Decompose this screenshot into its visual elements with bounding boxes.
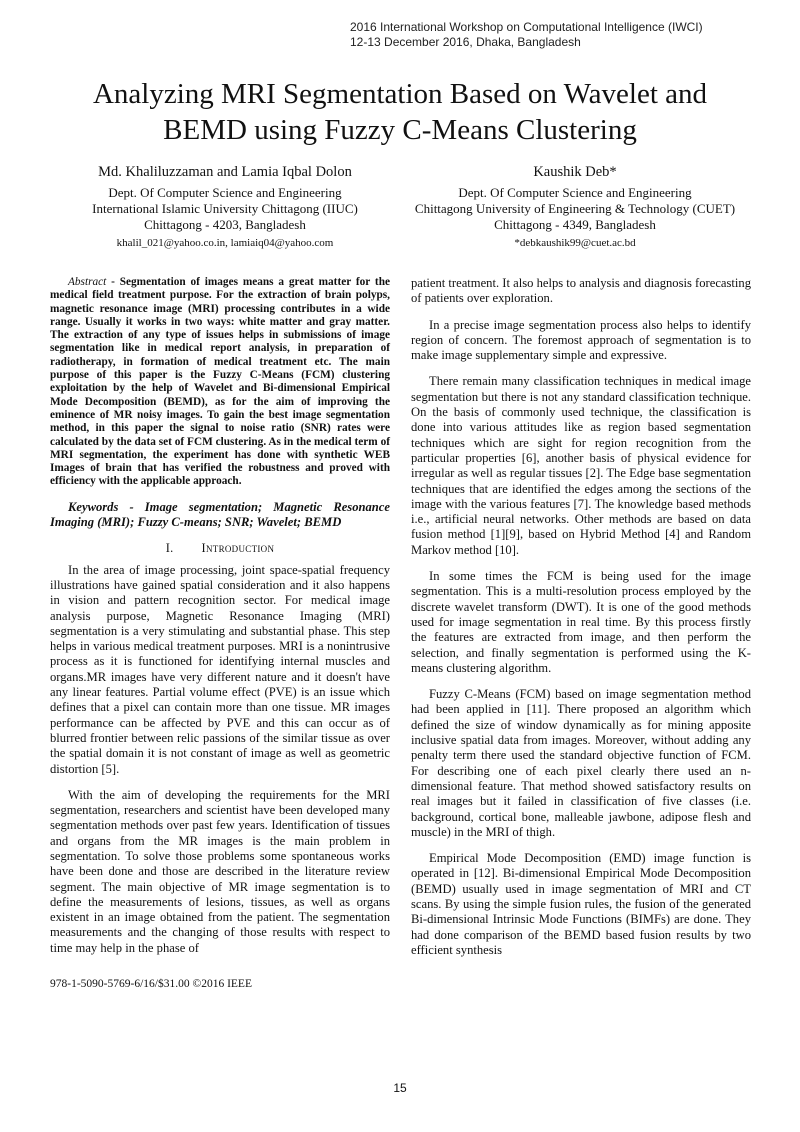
author-names: Md. Khaliluzzaman and Lamia Iqbal Dolon xyxy=(98,164,352,180)
page-number: 15 xyxy=(393,1081,407,1095)
conference-header xyxy=(350,20,703,50)
abstract-text: - Segmentation of images means a great matter for the medical field treatment purpose. For the extraction of brain polyps, magnetic resonance image (MRI) processing contributes in a wide range. Usually it works in two ways: white matter and gray matter. The extraction of any type of issues helps in submissions of image segmentation like in medical report analysis, in preparation of radiotherapy, in formation of medical treatment etc. The main purpose of this paper is the Fuzzy C-Means (FCM) clustering exploitation by the help of Wavelet and Bi-dimensional Empirical Mode Decomposition (BEMD), as for the aim of improving the eminence of MR noisy images. To gain the best image segmentation method, in this paper the signal to noise ratio (SNR) rates were calculated by the data set of FCM clustering. As in the medical term of MRI segmentation, the experiment has done with synthetic WEB Images of brain that has verified the robustness and proved with efficiency with the applicable approach. xyxy=(50,276,390,488)
author-department: Dept. Of Computer Science and Engineering xyxy=(458,185,692,200)
title-line-1: Analyzing MRI Segmentation Based on Wavelet and xyxy=(92,78,708,110)
title-line-2: BEMD using Fuzzy C-Means Clustering xyxy=(163,114,637,146)
body-paragraph: patient treatment. It also helps to analysis and diagnosis forecasting of patients over exploration. xyxy=(411,276,751,306)
body-paragraph: In some times the FCM is being used for the image segmentation. This is a multi-resolution process employed by the discrete wavelet transform (DWT). It is one of the good methods used for image segmentation in real time. By this process firstly the features are extracted from image, and then perform the selection, and finally segmentation is performed using the K-means clustering algorithm. xyxy=(411,569,751,675)
section-title: Introduction xyxy=(201,541,275,556)
body-paragraph: With the aim of developing the requirements for the MRI segmentation, researchers and scientist have been developed many segmentation methods over past few years. Identification of tissues and organs from the MR images is the main problem in segmentation. To solve those problems some spontaneous works have been done and those are described in the literature review segment. The main objective of MR image segmentation is to define the measurements of lesions, tissues, as well as organs existent in an image obtained from the patient. The segmentation measurements and the changing of those results with respect to time may help in the phase of xyxy=(50,787,390,955)
author-block-2 xyxy=(400,163,750,251)
abstract-lead: Abstract xyxy=(68,276,107,288)
author-block-1 xyxy=(60,163,390,251)
author-city: Chittagong - 4203, Bangladesh xyxy=(144,217,306,232)
copyright-notice: 978-1-5090-5769-6/16/$31.00 ©2016 IEEE xyxy=(50,978,252,990)
conference-date-location: 12-13 December 2016, Dhaka, Bangladesh xyxy=(350,35,581,49)
author-city: Chittagong - 4349, Bangladesh xyxy=(494,217,656,232)
section-heading xyxy=(50,541,390,556)
abstract-paragraph xyxy=(50,276,390,489)
body-paragraph: In the area of image processing, joint space-spatial frequency illustrations have gained spatial consideration and it also happens in vision and pattern recognition sector. For medical image analysis purpose, Magnetic Resonance Imaging (MRI) segmentation is a very stimulating and substantial phase. This step helps in various medical treatment purposes. MRI is a nonintrusive process as it is functioned for identifying internal muscles and organs.MR images have very different nature and it doesn't have any linear features. Partial volume effect (PVE) is an issue which defines that a pixel can contain more than one tissue. MR images performance can be affected by PVE and this can occur as of blurred frontier between relic passions of the similar tissue as over the spatial domain it is not constant of image as well as geometric distortion [5]. xyxy=(50,562,390,776)
left-column xyxy=(50,276,390,967)
body-paragraph: Empirical Mode Decomposition (EMD) image function is operated in [12]. Bi-dimensional Empirical Mode Decomposition (BEMD) usually used in image segmentation of MRI and CT scans. By using the simple fusion rules, the fusion of the generated Bi-dimensional Intrinsic Mode Functions (BIMFs) are done. They had done comparison of the BEMD based fusion results by two efficient synthesis xyxy=(411,851,751,957)
author-department: Dept. Of Computer Science and Engineering xyxy=(108,185,342,200)
conference-name: 2016 International Workshop on Computational Intelligence (IWCI) xyxy=(350,20,703,34)
keywords: Keywords - Image segmentation; Magnetic Resonance Imaging (MRI); Fuzzy C-means; SNR; Wavelet; BEMD xyxy=(50,499,390,530)
right-column xyxy=(411,276,751,969)
author-organization: International Islamic University Chittagong (IIUC) xyxy=(92,201,358,216)
body-paragraph: In a precise image segmentation process also helps to identify region of concern. The foremost approach of segmentation is to make image supplementary simple and expressive. xyxy=(411,317,751,363)
author-names: Kaushik Deb* xyxy=(533,164,617,180)
body-paragraph: There remain many classification techniques in medical image segmentation but there is not any standard classification technique. On the basis of commonly used technique, the classification is done into various attitudes like as region based segmentation techniques which are sight for region recognition from the particular properties [6], another basis of physical evidence for irregular as well as regular tissues [2]. The Edge base segmentation techniques that are identified the edges among the sections of the image with the various features [7]. The knowledge based methods i.e., artificial neural networks. Other methods are based on data fusion method [1][9], based on Hybrid Method [4] and Random Markov method [10]. xyxy=(411,374,751,557)
paper-title xyxy=(0,76,800,148)
author-email: khalil_021@yahoo.co.in, lamiaiq04@yahoo.com xyxy=(116,237,334,249)
author-email: *debkaushik99@cuet.ac.bd xyxy=(514,237,636,249)
abstract xyxy=(50,276,390,489)
body-paragraph: Fuzzy C-Means (FCM) based on image segmentation method had been applied in [11]. There proposed an algorithm which defined the size of window dynamically as for mining apposite inclusive spatial data from images. Moreover, without adding any penalty term there used the standard objective function of FCM. For describing one of each pixel clearly there used an n-dimensional feature. That method showed satisfactory results on real images but it failed in classification of five classes (i.e. background, cortical bone, malleable jawbone, adipose flesh and muscle) in the MRI of thigh. xyxy=(411,687,751,839)
author-organization: Chittagong University of Engineering & Technology (CUET) xyxy=(414,201,736,216)
section-number: I. xyxy=(165,541,174,556)
